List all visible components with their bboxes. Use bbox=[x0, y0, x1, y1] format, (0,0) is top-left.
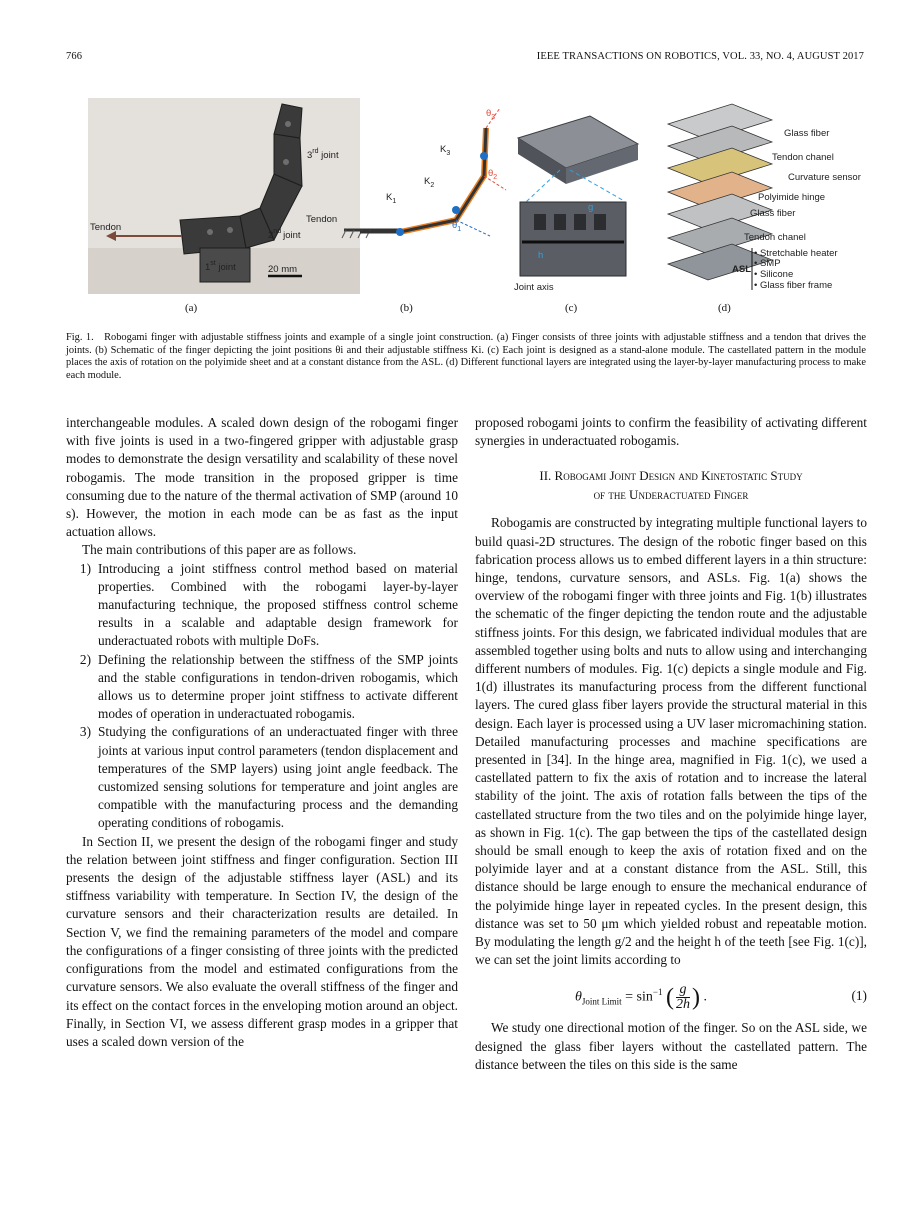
asl-item: • Stretchable heater bbox=[754, 248, 838, 259]
page-number: 766 bbox=[66, 51, 83, 62]
figure-caption: Fig. 1. Robogami finger with adjustable stiffness joints and example of a single joint construction. (a) Finger consists of three joints with adjustable stiffness and a tendon that drives the joints. (b) Schematic of the finger depicting the joint positions θi and their adjustable stiffness Ki. (c) Each joint is designed as a stand-alone module. The castellated pattern in the module places the axis of rotation on the polyimide sheet and at a constant distance from the ASL. (d) Different functional layers are integrated using the layer-by-layer manufacturing process to make each module. bbox=[66, 332, 866, 381]
layer-label: Glass fiber bbox=[784, 128, 830, 139]
list-item bbox=[66, 651, 458, 724]
equation-number: (1) bbox=[851, 988, 867, 1004]
equation-1: $\theta_{Joint Limit} = \sin^{-1}$ ( $\frac{g}{2h}$ ) . (1) bbox=[575, 982, 867, 1013]
eq-period: . bbox=[703, 990, 707, 1006]
list-item bbox=[66, 723, 458, 832]
label-theta-2: $\theta_2$ bbox=[488, 168, 498, 181]
layer-label: Tendon chanel bbox=[772, 152, 834, 163]
panel-a bbox=[88, 98, 360, 294]
eq-theta: θ bbox=[575, 990, 582, 1006]
joint-1-marker bbox=[396, 228, 404, 236]
list-number: 2) bbox=[79, 651, 91, 667]
label-k2: $K_2$ bbox=[424, 176, 435, 189]
running-header: IEEE TRANSACTIONS ON ROBOTICS, VOL. 33, NO. 4, AUGUST 2017 bbox=[536, 51, 864, 62]
list-number: 3) bbox=[79, 724, 91, 740]
eq-numerator: g bbox=[679, 982, 687, 998]
label-g: g bbox=[588, 202, 594, 213]
paragraph: In Section II, we present the design of the robogami finger and study the relation between joint stiffness and finger configuration. Section III presents the design of the adjustable stiffness layer (ASL) and its stiffness variability with temperature. In Section IV, the design of the curvature sensors and their characterization results are detailed. In Section V, we find the remaining parameters of the model and compare the configurations of a finger consisting of three joints with the predicted configurations from the model and estimated configurations from the curvature sensors. We also evaluate the overall stiffness of the finger and its effect on the contact forces in the enveloping motion around an object. Finally, in Section VI, we assess different grasp modes in a gripper that uses a scaled down version of the bbox=[66, 833, 458, 1049]
layer-label: Glass fiber bbox=[750, 208, 796, 219]
layer-label: Tendon chanel bbox=[744, 232, 806, 243]
list-text: Defining the relationship between the stiffness of the SMP joints and the stable configurations in tendon-driven robogamis, which allows us to determine proper joint stiffness to activate different modes of operation in underactuated robogamis. bbox=[98, 651, 458, 722]
label-scale: 20 mm bbox=[268, 264, 298, 275]
label-theta-1: $\theta_1$ bbox=[452, 220, 462, 233]
section-heading bbox=[475, 466, 867, 504]
layer-label: Curvature sensor bbox=[788, 172, 861, 183]
eq-fraction bbox=[676, 983, 690, 1012]
asl-label: ASL bbox=[732, 264, 751, 275]
label-theta-3: $\theta_3$ bbox=[486, 108, 496, 121]
layer-label: Polyimide hinge bbox=[758, 192, 826, 203]
label-k1: $K_1$ bbox=[386, 192, 397, 205]
joint-2-marker bbox=[452, 206, 460, 214]
label-h: h bbox=[538, 250, 544, 261]
label-tendon-b: Tendon bbox=[306, 214, 338, 225]
eq-superscript: −1 bbox=[652, 987, 663, 998]
label-third-joint: 3rd joint bbox=[307, 148, 339, 161]
label-tendon-a: Tendon bbox=[90, 222, 122, 233]
sub-label-a: (a) bbox=[185, 302, 198, 314]
eq-sin: = sin bbox=[621, 990, 653, 1006]
eq-denominator: 2h bbox=[675, 997, 690, 1013]
sub-label-d: (d) bbox=[718, 302, 731, 314]
paragraph: Robogamis are constructed by integrating multiple functional layers to build quasi-2D structures. The design of the robotic finger based on this fabrication process allows us to embed different layers in a thin structure: hinge, tendons, curvature sensors, and ASLs. Fig. 1(a) shows the overview of the robogami finger with three joints and Fig. 1(b) illustrates the schematic of the finger depicting the tendon route and the adjustable stiffness joints. For this design, we fabricated individual modules that are assembled together using bolts and nuts to allow using and interchanging different numbers of modules. Fig. 1(c) depicts a single module and Fig. 1(d) illustrates its manufacturing process from the different functional layers. The cured glass fiber layers provide the structural material in this design. Each layer is processed using a UV laser micromachining station. Detailed manufacturing processes and machine specifications are presented in [34]. In the hinge area, magnified in Fig. 1(c), we used a castellated pattern to fix the axis of rotation and to increase the lateral stability of the joint. The axis of rotation falls between the tips of the castellated structure from the two tiles and on the polyimide hinge layer, as shown in Fig. 1(c). The gap between the tips of the castellated design should be small enough to keep the axis of rotation fixed and on the polyimide layer and at a constant distance from the ASL. Still, this distance should be large enough to ensure the mechanical endurance of the polyimide hinge layer in repeated cycles. In the present design, this distance was set to 50 μm which yielded robust and repeatable motion. By modulating the length g/2 and the height h of the teeth [see Fig. 1(c)], we can set the joint limits according to bbox=[475, 515, 867, 968]
asl-item: • Silicone bbox=[754, 269, 794, 280]
paragraph: interchangeable modules. A scaled down design of the robogami finger with five joints is used in a two-fingered gripper with adjustable grasp modes to demonstrate the design versatility and scalability of these novel robogamis. The mode transition in the proposed gripper is time consuming due to the nature of the thermal activation of SMP (around 10 s). However, the motion in each mode can be as fast as the input actuation allows. bbox=[66, 415, 458, 540]
asl-item: • SMP bbox=[754, 258, 781, 269]
eq-subscript: Joint Limit bbox=[581, 997, 622, 1007]
list-number: 1) bbox=[79, 560, 91, 576]
list-text: Introducing a joint stiffness control method based on material properties. Combined with the robogami layer-by-layer manufacturing technique, the proposed stiffness control scheme results in a scalable and adaptable design framework for underactuated robots with multiple DoFs. bbox=[98, 560, 458, 649]
paragraph: We study one directional motion of the finger. So on the ASL side, we designed the glass fiber layers without the castellated pattern. The distance between the tiles on this side is the same bbox=[475, 1020, 867, 1072]
panel-d bbox=[668, 104, 861, 291]
right-column bbox=[475, 414, 867, 1074]
panel-c bbox=[514, 116, 638, 293]
paragraph: proposed robogami joints to confirm the feasibility of activating different synergies in underactuated robogamis. bbox=[475, 415, 867, 449]
joint-3-marker bbox=[480, 152, 488, 160]
left-column bbox=[66, 414, 458, 1051]
asl-item: • Glass fiber frame bbox=[754, 280, 833, 291]
label-second-joint: 2nd joint bbox=[268, 228, 301, 241]
list-item bbox=[66, 560, 458, 651]
label-joint-axis: Joint axis bbox=[514, 282, 554, 293]
paragraph: The main contributions of this paper are as follows. bbox=[82, 542, 357, 558]
sub-label-c: (c) bbox=[565, 302, 578, 314]
section-title-line: II. Robogami Joint Design and Kinetostatic Study bbox=[539, 468, 803, 484]
figure-1 bbox=[60, 98, 866, 320]
list-text: Studying the configurations of an underactuated finger with three joints at various input control parameters (tendon displacement and temperatures of the SMP layers) using joint angle feedback. The customized sensing solutions for temperature and joint angles are compatible with the manufacturing process and the demanding operating conditions of robogamis. bbox=[98, 724, 458, 831]
label-k3: $K_3$ bbox=[440, 144, 451, 157]
sub-label-b: (b) bbox=[400, 302, 413, 314]
label-first-joint: 1st joint bbox=[205, 260, 236, 273]
section-title-line: of the Underactuated Finger bbox=[593, 487, 749, 503]
